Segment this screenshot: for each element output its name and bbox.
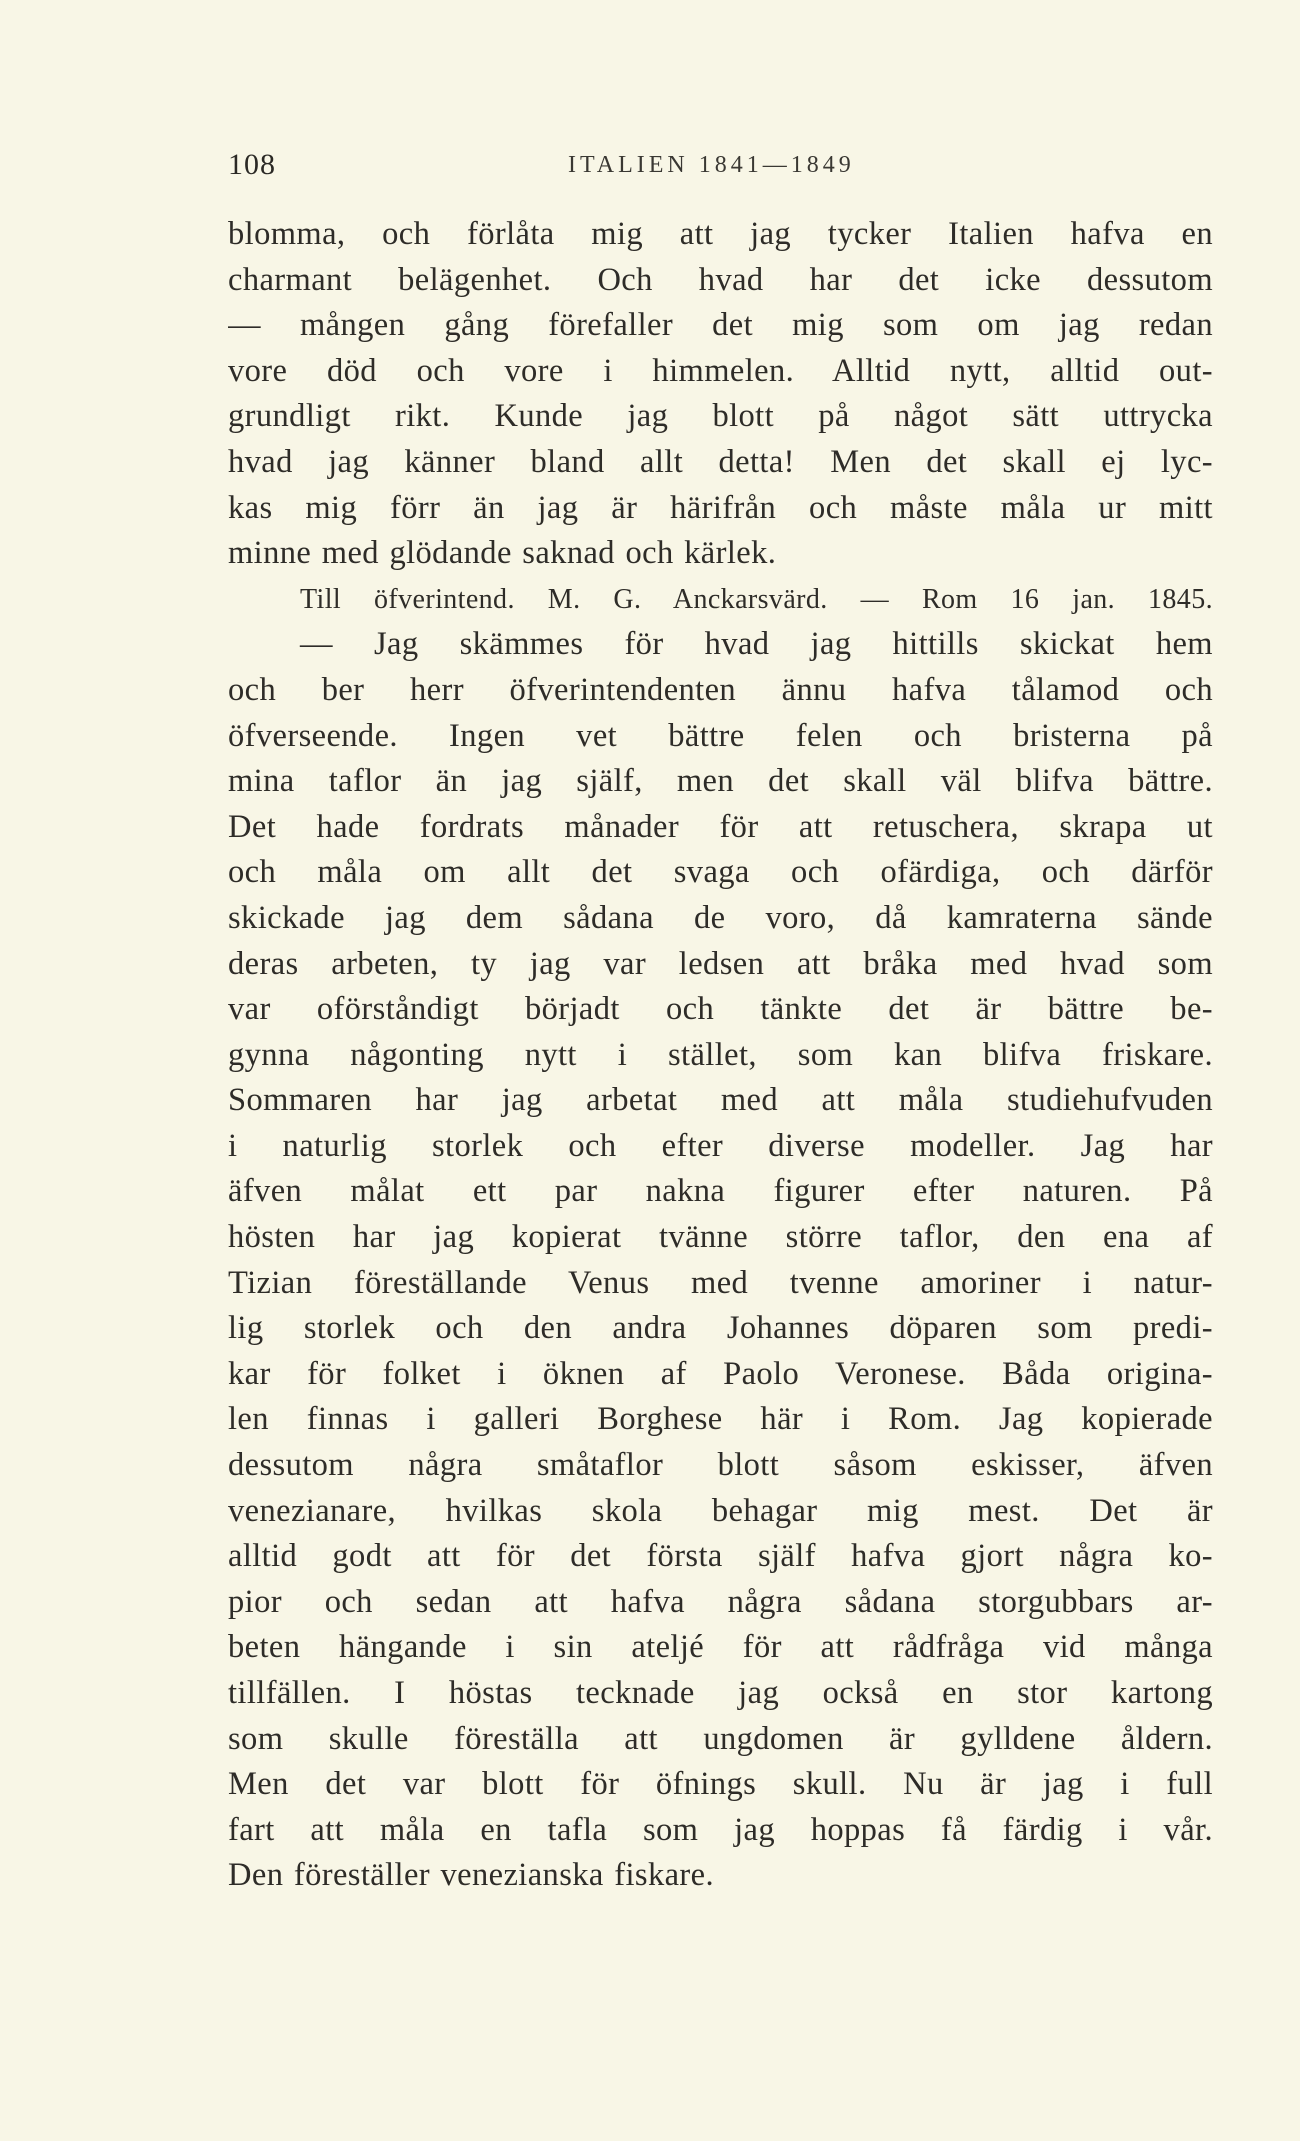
text-line: vore död och vore i himmelen. Alltid nytt, alltid out- [228, 352, 1213, 389]
text-line: beten hängande i sin ateljé för att rådfråga vid många [228, 1629, 1213, 1666]
text-line: Det hade fordrats månader för att retuschera, skrapa ut [228, 808, 1213, 845]
text-line: skickade jag dem sådana de voro, då kamraterna sände [228, 899, 1213, 936]
body-text [228, 212, 1213, 1899]
text-line: och måla om allt det svaga och ofärdiga, och därför [228, 854, 1213, 891]
text-line: i naturlig storlek och efter diverse modeller. Jag har [228, 1127, 1213, 1164]
page-header [228, 148, 1208, 192]
text-line: blomma, och förlåta mig att jag tycker Italien hafva en [228, 216, 1213, 252]
text-line: fart att måla en tafla som jag hoppas få färdig i vår. [228, 1811, 1213, 1848]
text-line: — Jag skämmes för hvad jag hittills skickat hem [300, 626, 1213, 663]
text-line: Tizian föreställande Venus med tvenne amoriner i natur- [228, 1264, 1213, 1301]
text-line: kas mig förr än jag är härifrån och måste måla ur mitt [228, 489, 1213, 526]
text-line: Den föreställer venezianska fiskare. [228, 1857, 715, 1894]
text-line: mina taflor än jag själf, men det skall väl blifva bättre. [228, 763, 1213, 800]
text-line: len finnas i galleri Borghese här i Rom. Jag kopierade [228, 1401, 1213, 1438]
text-line: minne med glödande saknad och kärlek. [228, 535, 777, 572]
text-line: alltid godt att för det första själf hafva gjort några ko- [228, 1538, 1213, 1575]
text-line: deras arbeten, ty jag var ledsen att bråka med hvad som [228, 945, 1213, 982]
text-line: charmant belägenhet. Och hvad har det icke dessutom [228, 261, 1213, 298]
text-line: öfverseende. Ingen vet bättre felen och bristerna på [228, 717, 1213, 754]
text-line: tillfällen. I höstas tecknade jag också en stor kartong [228, 1675, 1213, 1711]
text-line: gynna någonting nytt i stället, som kan blifva friskare. [228, 1036, 1213, 1073]
text-line: venezianare, hvilkas skola behagar mig mest. Det är [228, 1492, 1213, 1529]
text-line: hvad jag känner bland allt detta! Men det skall ej lyc- [228, 443, 1213, 480]
text-line: pior och sedan att hafva några sådana storgubbars ar- [228, 1583, 1213, 1620]
letter-heading: Till öfverintend. M. G. Anckarsvärd. — Rom 16 jan. 1845. [300, 583, 1213, 615]
text-line: äfven målat ett par nakna figurer efter naturen. På [228, 1173, 1213, 1210]
running-head: ITALIEN 1841—1849 [568, 152, 855, 178]
text-line: och ber herr öfverintendenten ännu hafva tålamod och [228, 671, 1213, 708]
text-line: — mången gång förefaller det mig som om jag redan [228, 307, 1213, 344]
text-line: var oförståndigt börjadt och tänkte det är bättre be- [228, 991, 1213, 1028]
text-line: som skulle föreställa att ungdomen är gylldene åldern. [228, 1720, 1213, 1757]
text-line: hösten har jag kopierat tvänne större taflor, den ena af [228, 1219, 1213, 1256]
text-line: dessutom några småtaflor blott såsom eskisser, äfven [228, 1447, 1213, 1484]
text-line: lig storlek och den andra Johannes döparen som predi- [228, 1310, 1213, 1347]
text-line: grundligt rikt. Kunde jag blott på något sätt uttrycka [228, 398, 1213, 435]
text-line: kar för folket i öknen af Paolo Veronese. Båda origina- [228, 1355, 1213, 1392]
text-line: Men det var blott för öfnings skull. Nu är jag i full [228, 1766, 1213, 1803]
text-line: Sommaren har jag arbetat med att måla studiehufvuden [228, 1082, 1213, 1119]
page-number: 108 [228, 148, 276, 181]
